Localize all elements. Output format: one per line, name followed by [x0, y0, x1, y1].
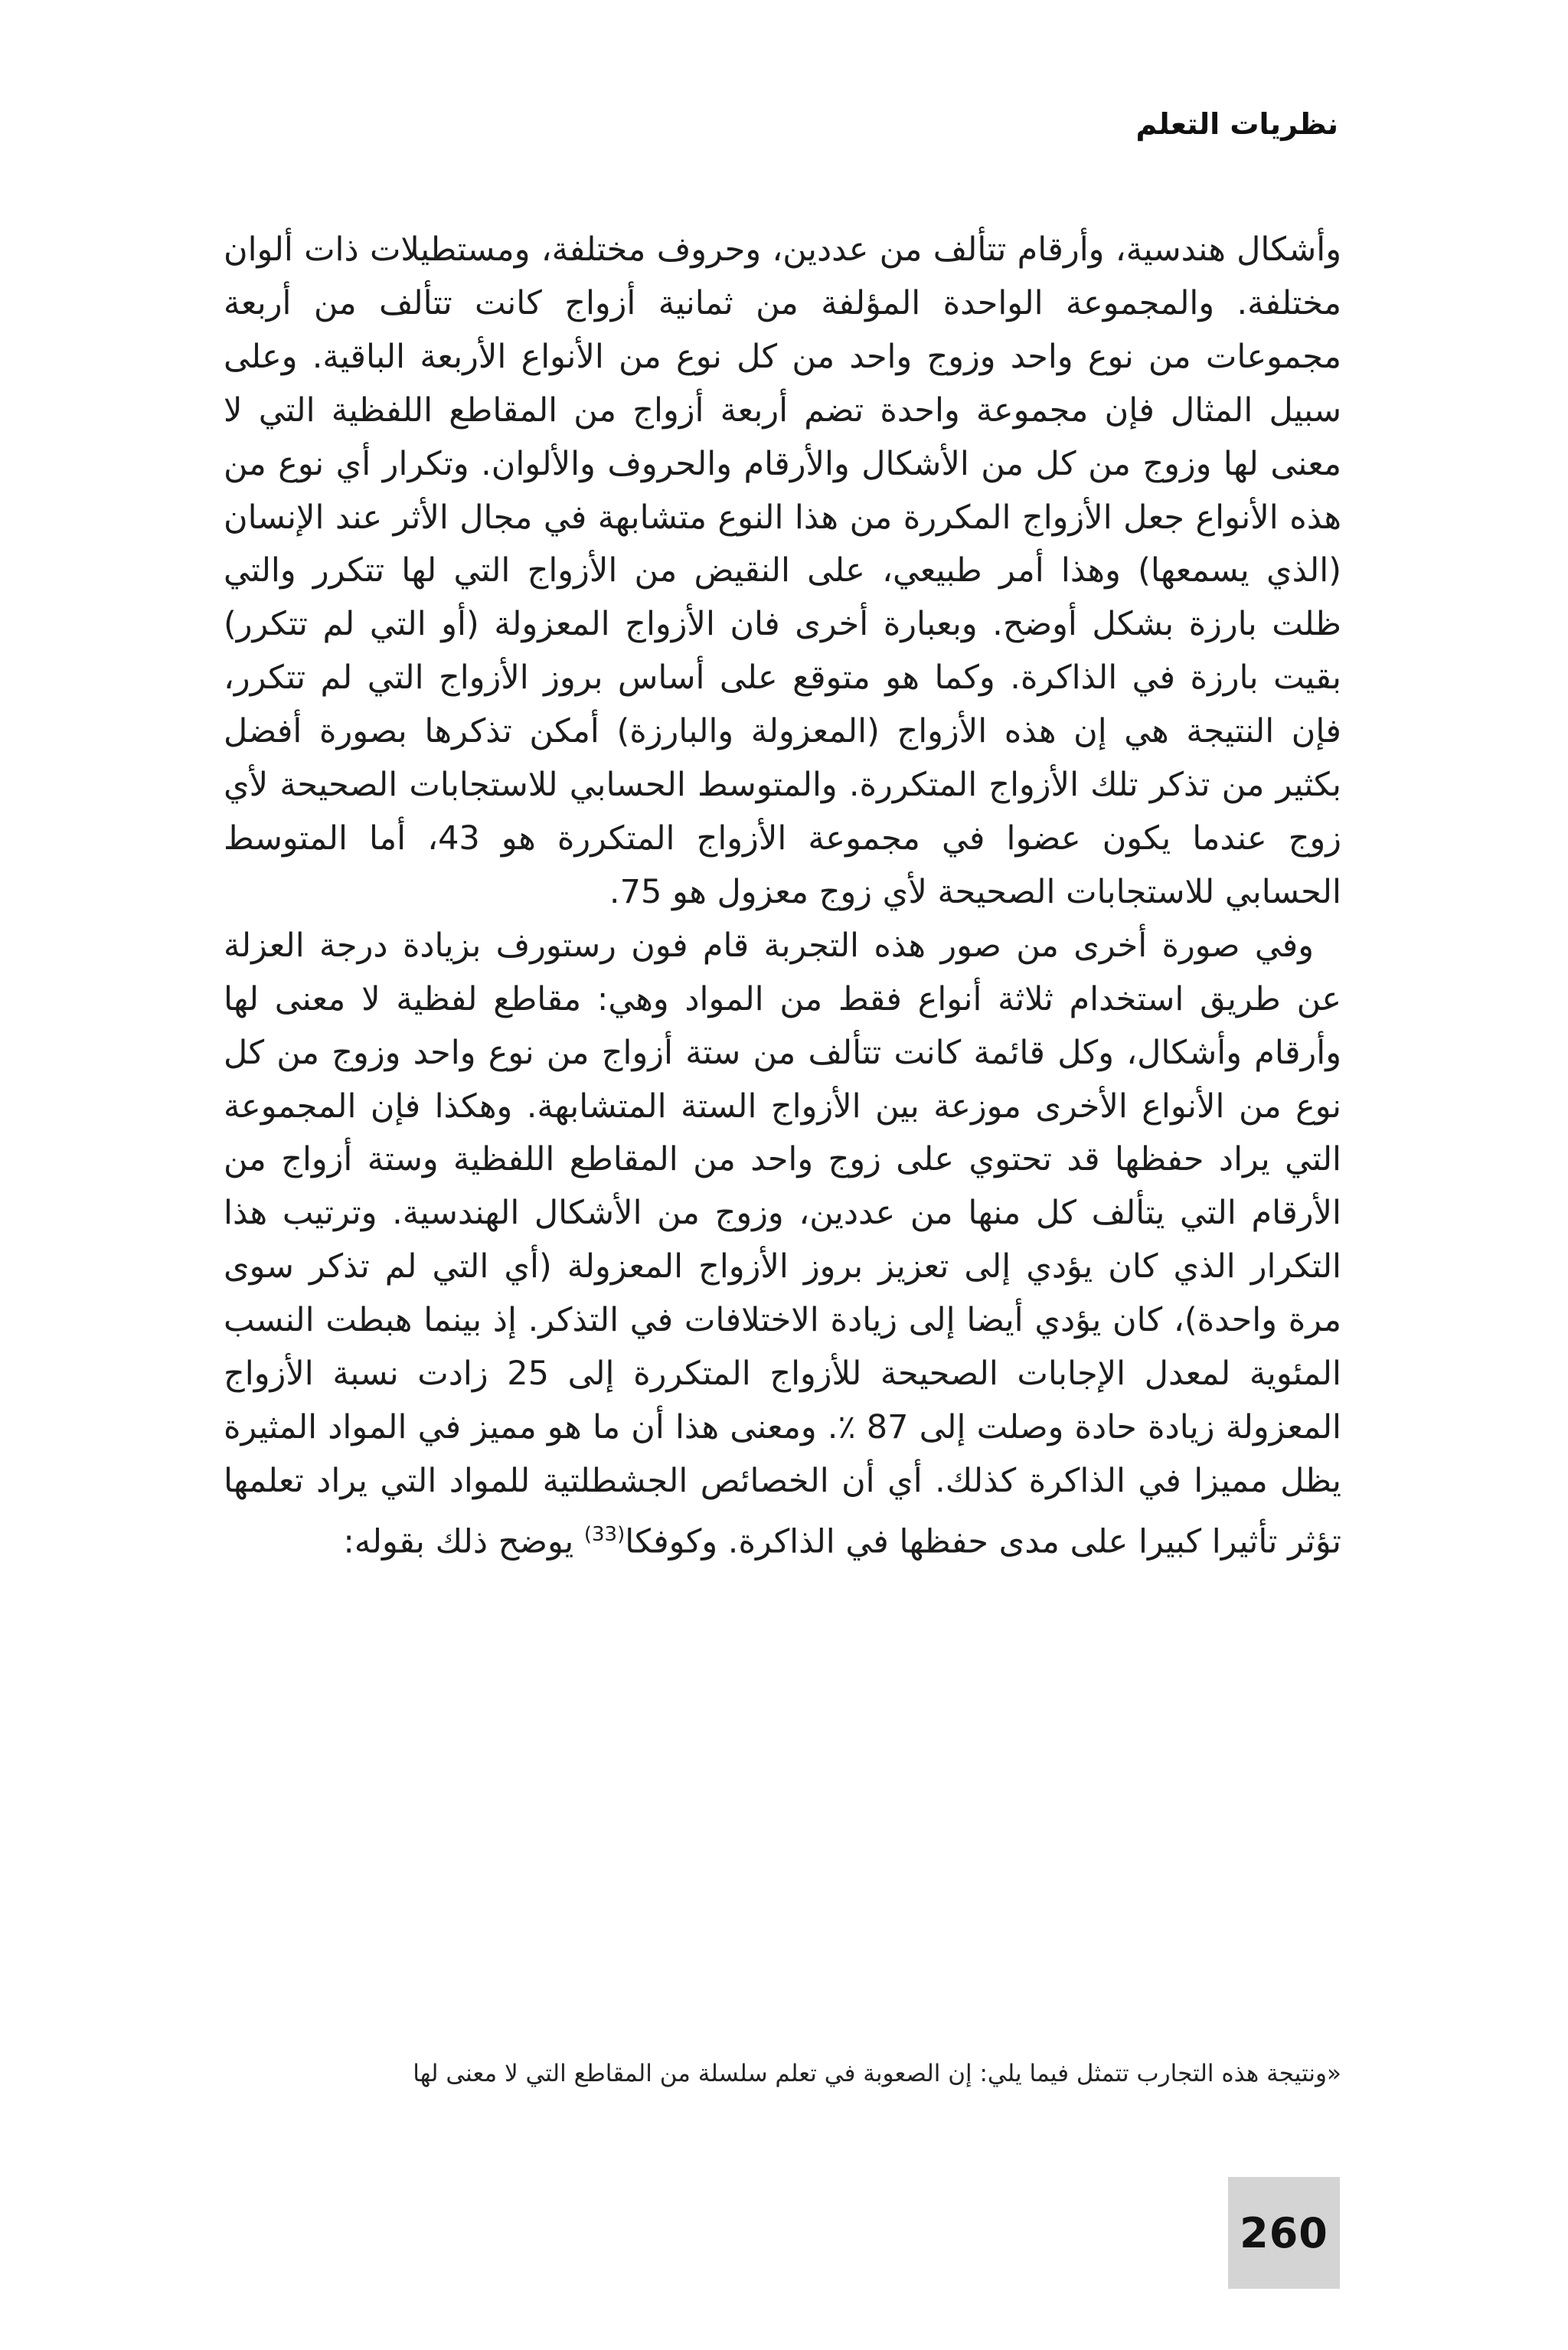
- page-number-box: [1228, 2177, 1340, 2289]
- block-quote: «ونتيجة هذه التجارب تتمثل فيما يلي: إن الصعوبة في تعلم سلسلة من المقاطع التي لا معنى لها: [413, 2060, 1341, 2087]
- paragraph-text: وفي صورة أخرى من صور هذه التجربة قام فون رستورف بزيادة درجة العزلة عن طريق استخدام ثلاثة أنواع فقط من المواد وهي: مقاطع لفظية لا معنى لها وأرقام وأشكال، وكل قائمة كانت تتألف من ستة أزواج من نوع واحد وزوج من كل نوع من الأنواع الأخرى موزعة بين الأزواج الستة المتشابهة. وهكذا فإن المجموعة التي يراد حفظها قد تحتوي على زوج واحد من المقاطع اللفظية وستة أزواج من الأرقام التي يتألف كل منها من عددين، وزوج من الأشكال الهندسية. وترتيب هذا التكرار الذي كان يؤدي إلى تعزيز بروز الأزواج المعزولة (أي التي لم تذكر سوى مرة واحدة)، كان يؤدي أيضا إلى زيادة الاختلافات في التذكر. إذ بينما هبطت النسب المئوية لمعدل الإجابات الصحيحة للأزواج المتكررة إلى 25 زادت نسبة الأزواج المعزولة زيادة حادة وصلت إلى 87 ٪. ومعنى هذا أن ما هو مميز في المواد المثيرة يظل مميزا في الذاكرة كذلك. أي أن الخصائص الجشطلتية للمواد التي يراد تعلمها تؤثر تأثيرا كبيرا على مدى حفظها في الذاكرة. وكوفكا: [224, 926, 1341, 1561]
- paragraph: [224, 920, 1341, 1569]
- running-header: نظريات التعلم: [1135, 107, 1338, 141]
- main-text: [224, 224, 1341, 1569]
- footnote-reference: (33): [583, 1522, 626, 1546]
- paragraph: وأشكال هندسية، وأرقام تتألف من عددين، وحروف مختلفة، ومستطيلات ذات ألوان مختلفة. والمجموعة الواحدة المؤلفة من ثمانية أزواج كانت تتألف من أربعة مجموعات من نوع واحد وزوج واحد من كل نوع من الأنواع الأربعة الباقية. وعلى سبيل المثال فإن مجموعة واحدة تضم أربعة أزواج من المقاطع اللفظية التي لا معنى لها وزوج من كل من الأشكال والأرقام والحروف والألوان. وتكرار أي نوع من هذه الأنواع جعل الأزواج المكررة من هذا النوع متشابهة في مجال الأثر عند الإنسان (الذي يسمعها) وهذا أمر طبيعي، على النقيض من الأزواج التي لها تتكرر والتي ظلت بارزة بشكل أوضح. وبعبارة أخرى فان الأزواج المعزولة (أو التي لم تتكرر) بقيت بارزة في الذاكرة. وكما هو متوقع على أساس بروز الأزواج التي لم تتكرر، فإن النتيجة هي إن هذه الأزواج (المعزولة والبارزة) أمكن تذكرها بصورة أفضل بكثير من تذكر تلك الأزواج المتكررة. والمتوسط الحسابي للاستجابات الصحيحة لأي زوج عندما يكون عضوا في مجموعة الأزواج المتكررة هو 43، أما المتوسط الحسابي للاستجابات الصحيحة لأي زوج معزول هو 75.: [224, 230, 1341, 911]
- paragraph-text: يوضح ذلك بقوله:: [343, 1522, 584, 1561]
- page-number: 260: [1240, 2208, 1328, 2257]
